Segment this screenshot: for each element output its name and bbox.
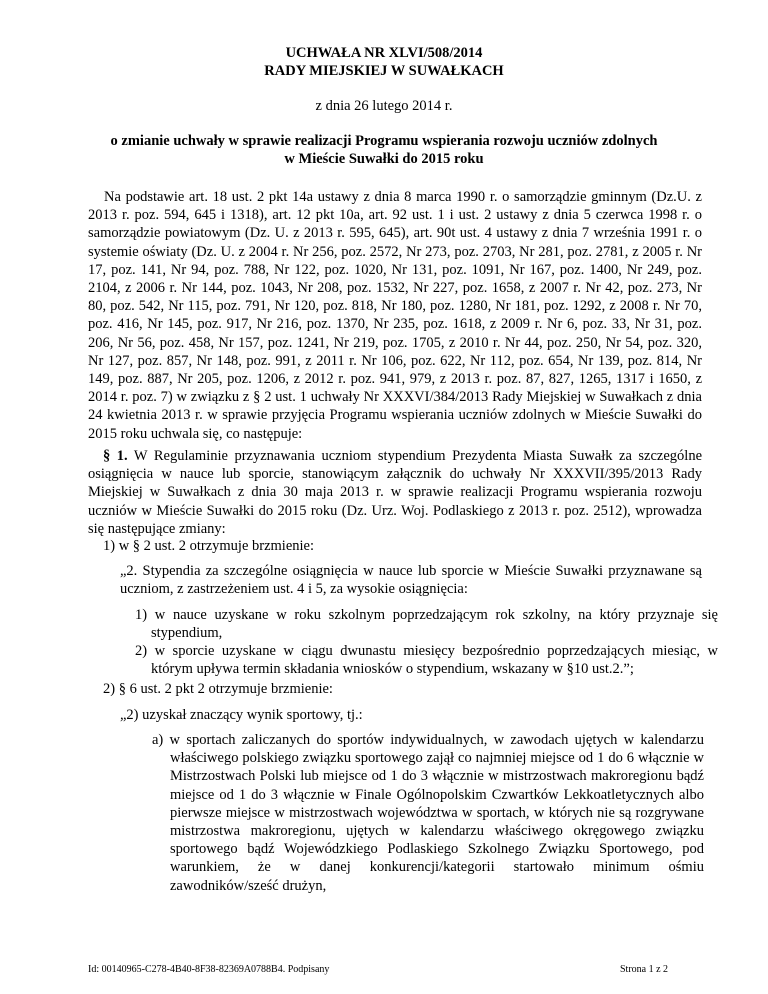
quote-1-item-2: 2) w sporcie uzyskane w ciągu dwunastu miesięcy bezpośrednio poprzedzających miesiąc, w którym upływa termin składania wniosków o stypendium, wskazany w §10 ust.2.”;: [135, 643, 718, 678]
quote-section-6-point-2: „2) uzyskał znaczący wynik sportowy, tj.:: [120, 707, 363, 723]
subject-line-2: w Mieście Suwałki do 2015 roku: [284, 151, 484, 167]
quote-section-2-para-2: „2. Stypendia za szczególne osiągnięcia w nauce lub sporcie w Mieście Suwałki przyznawane są uczniom, z zastrzeżeniem ust. 4 i 5, za wysokie osiągnięcia:: [120, 563, 702, 598]
subject-line-1: o zmianie uchwały w sprawie realizacji Programu wspierania rozwoju uczniów zdolnych: [110, 133, 658, 149]
amendment-point-2: 2) § 6 ust. 2 pkt 2 otrzymuje brzmienie:: [103, 681, 333, 697]
quote-2-item-a: a) w sportach zaliczanych do sportów indywidualnych, w zawodach ujętych w kalendarzu właściwego polskiego związku sportowego zajął co najmniej miejsce od 1 do 6 włącznie w Mistrzostwach Polski lub miejsce od 1 do 3 włącznie w mistrzostwach makroregionu bądź miejsce od 1 do 3 włącznie w Finale Ogólnopolskim Czwartków Lekkoatletycznych albo pierwsze miejsce w mistrzostwach województwa w sportach, w których nie są rozgrywane mistrzostwa makroregionu, ujętych w kalendarzu właściwego okręgowego związku sportowego bądź Wojewódzkiego Podlaskiego Szkolnego Związku Sportowego, pod warunkiem, że w danej konkurencji/kategorii startowało minimum ośmiu zawodników/sześć drużyn,: [152, 732, 704, 894]
section-1-text: W Regulaminie przyznawania uczniom stypendium Prezydenta Miasta Suwałk za szczególne osiągnięcia w nauce lub sporcie, stanowiącym załącznik do uchwały Nr XXXVII/395/2013 Rady Miejskiej w Suwałkach z dnia 30 maja 2013 r. w sprawie realizacji Programu wspierania rozwoju uczniów w Mieście Suwałki do 2015 roku (Dz. Urz. Woj. Podlaskiego z 2013 r. poz. 2512), wprowadza się następujące zmiany:: [88, 448, 703, 537]
section-1-label: § 1.: [103, 448, 128, 464]
amendment-point-1: 1) w § 2 ust. 2 otrzymuje brzmienie:: [103, 538, 315, 554]
preamble-paragraph: Na podstawie art. 18 ust. 2 pkt 14a ustawy z dnia 8 marca 1990 r. o samorządzie gminnym (Dz.U. z 2013 r. poz. 594, 645 i 1318), art. 12 pkt 10a, art. 92 ust. 1 i ust. 2 ustawy z dnia 5 czerwca 1998 r. o samorządzie powiatowym (Dz. U. z 2013 r. 595, 645), art. 90t ust. 4 ustawy z dnia 7 września 1991 r. o systemie oświaty (Dz. U. z 2004 r. Nr 256, poz. 2572, Nr 273, poz. 2703, Nr 281, poz. 2781, z 2005 r. Nr 17, poz. 141, Nr 94, poz. 788, Nr 122, poz. 1020, Nr 131, poz. 1091, Nr 167, poz. 1400, Nr 249, poz. 2104, z 2006 r. Nr 144, poz. 1043, Nr 208, poz. 1532, Nr 227, poz. 1658, z 2007 r. Nr 42, poz. 273, Nr 80, poz. 542, Nr 115, poz. 791, Nr 120, poz. 818, Nr 180, poz. 1280, Nr 181, poz. 1292, z 2008 r. Nr 70, poz. 416, Nr 145, poz. 917, Nr 216, poz. 1370, Nr 235, poz. 1618, z 2009 r. Nr 6, poz. 33, Nr 31, poz. 206, Nr 56, poz. 458, Nr 157, poz. 1241, Nr 219, poz. 1705, z 2010 r. Nr 44, poz. 250, Nr 54, poz. 320, Nr 127, poz. 857, Nr 148, poz. 991, z 2011 r. Nr 106, poz. 622, Nr 112, poz. 654, Nr 139, poz. 814, Nr 149, poz. 887, Nr 205, poz. 1206, z 2012 r. poz. 941, 979, z 2013 r. poz. 87, 827, 1265, 1317 i 1650, z 2014 r. poz. 7) w związku z § 2 ust. 1 uchwały Nr XXXVI/384/2013 Rady Miejskiej w Suwałkach z dnia 24 kwietnia 2013 r. w sprawie przyjęcia Programu wspierania uczniów zdolnych w Mieście Suwałki do 2015 roku uchwala się, co następuje:: [88, 189, 702, 442]
council-name: RADY MIEJSKIEJ W SUWAŁKACH: [264, 63, 504, 79]
resolution-number: UCHWAŁA NR XLVI/508/2014: [285, 45, 483, 61]
resolution-date: z dnia 26 lutego 2014 r.: [315, 98, 453, 114]
page-number-footer: Strona 1 z 2: [620, 964, 669, 975]
section-1-paragraph: [88, 447, 702, 538]
document-id-footer: Id: 00140965-C278-4B40-8F38-82369A0788B4. Podpisany: [88, 964, 330, 975]
quote-1-item-1: 1) w nauce uzyskane w roku szkolnym poprzedzającym rok szkolny, na który przyznaje się stypendium,: [135, 607, 718, 642]
